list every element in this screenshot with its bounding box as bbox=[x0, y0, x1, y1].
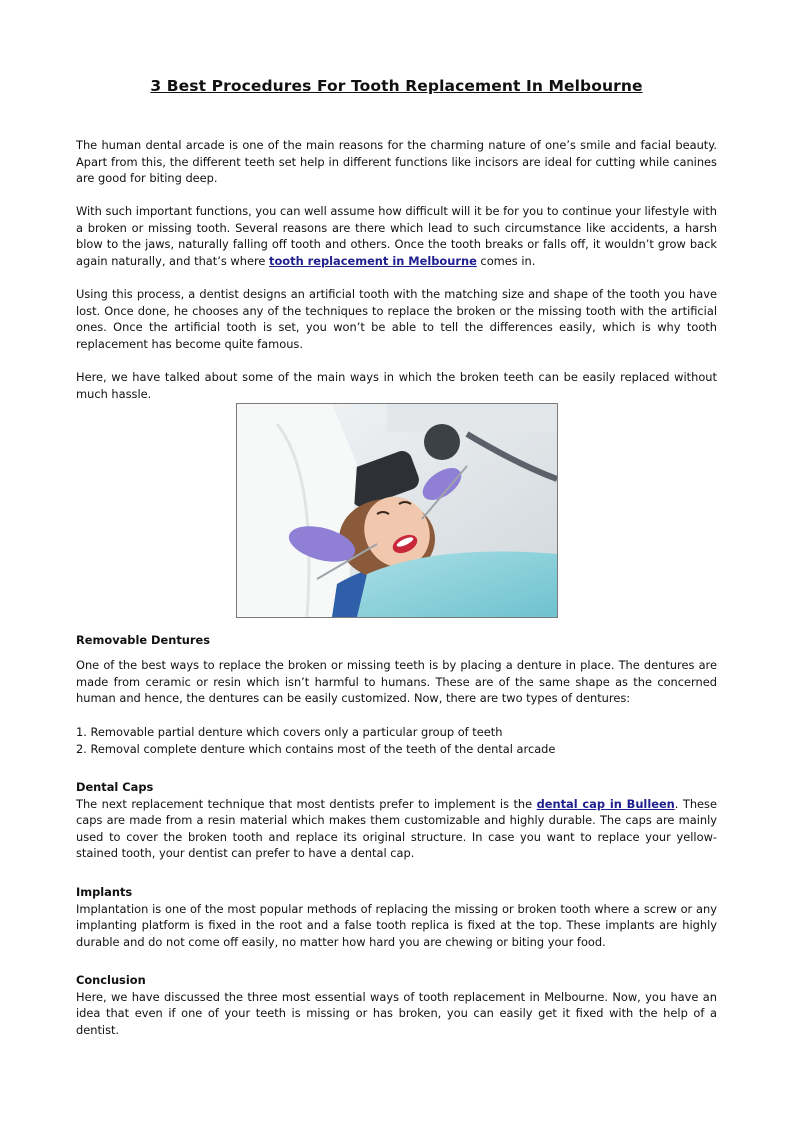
dental-patient-photo bbox=[236, 403, 558, 618]
section-heading: Implants bbox=[76, 885, 133, 899]
page-title: 3 Best Procedures For Tooth Replacement In Melbourne bbox=[150, 77, 643, 95]
intro-paragraph-1: The human dental arcade is one of the main reasons for the charming nature of one’s smile and facial beauty. Apart from this, the different teeth set help in different functions like incisors are ideal for cutting while canines are good for biting deep. bbox=[76, 138, 717, 186]
section-heading: Conclusion bbox=[76, 973, 146, 987]
intro-paragraph-2: With such important functions, you can well assume how difficult will it be for you to continue your lifestyle with a broken or missing tooth. Several reasons are there which lead to such circumstance like accidents, a harsh blow to the jaws, naturally falling off tooth and others. Once the tooth breaks or falls off, it wouldn’t grow back again naturally, and that’s where tooth replacement in Melbourne comes in. bbox=[76, 204, 717, 268]
list-item: 1. Removable partial denture which covers only a particular group of teeth bbox=[76, 725, 503, 739]
intro-paragraph-4: Here, we have talked about some of the main ways in which the broken teeth can be easily replaced without much hassle. bbox=[76, 370, 717, 401]
tooth-replacement-link[interactable]: tooth replacement in Melbourne bbox=[269, 253, 477, 268]
section-heading: Dental Caps bbox=[76, 780, 154, 794]
conclusion-section: Conclusion Here, we have discussed the three most essential ways of tooth replacement in Melbourne. Now, you have an idea that even if one of your teeth is missing or has broken, you can easily get it fixed with the help of a dentist. bbox=[76, 973, 717, 1037]
implants-section: Implants Implantation is one of the most popular methods of replacing the missing or broken tooth where a screw or any implanting platform is fixed in the root and a false tooth replica is fixed at the top. These implants are highly durable and do not come off easily, no matter how hard you are chewing or biting your food. bbox=[76, 885, 717, 949]
dental-caps-section: Dental Caps The next replacement technique that most dentists prefer to implement is the dental cap in Bulleen. These caps are made from a resin material which makes them customizable and highly durable. The caps are mainly used to cover the broken tooth and replace its original structure. In case you want to replace your yellow-stained tooth, your dentist can prefer to have a dental cap. bbox=[76, 780, 717, 861]
section-heading: Removable Dentures bbox=[76, 633, 211, 647]
dentures-list bbox=[76, 724, 717, 757]
removable-dentures-section bbox=[76, 632, 717, 649]
dental-cap-link[interactable]: dental cap in Bulleen bbox=[536, 796, 675, 811]
dentures-body: One of the best ways to replace the broken or missing teeth is by placing a denture in place. The dentures are made from ceramic or resin which isn’t harmful to humans. These are of the same shape as the concerned human and hence, the dentures can be easily customized. Now, there are two types of dentures: bbox=[76, 658, 717, 706]
intro-paragraph-3: Using this process, a dentist designs an artificial tooth with the matching size and shape of the tooth you have lost. Once done, he chooses any of the techniques to replace the broken or the missing tooth with the artificial ones. Once the artificial tooth is set, you won’t be able to tell the differences easily, which is why tooth replacement has become quite famous. bbox=[76, 287, 717, 351]
list-item: 2. Removal complete denture which contains most of the teeth of the dental arcade bbox=[76, 741, 556, 756]
